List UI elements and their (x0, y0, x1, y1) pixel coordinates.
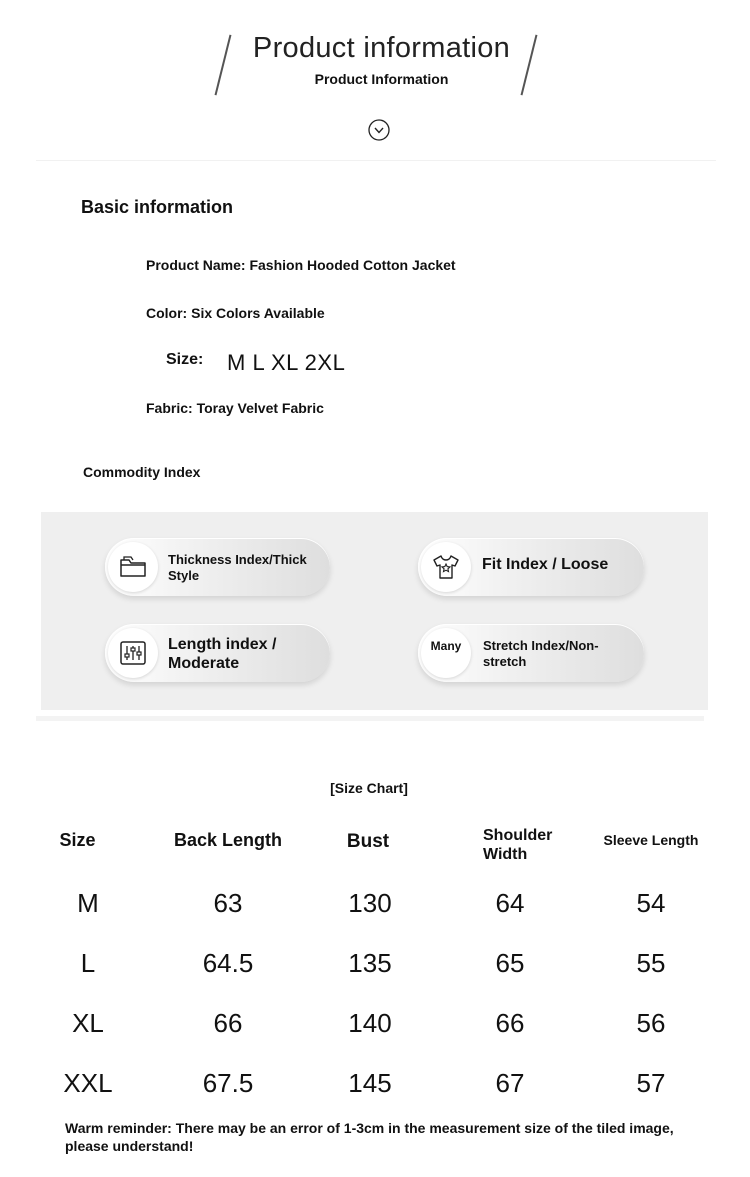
basic-info-title: Basic information (81, 197, 234, 217)
stretch-index-pill (418, 624, 644, 682)
folder-icon (108, 542, 158, 592)
size-value: M L XL 2XL (227, 350, 346, 375)
size-chart-header-shoulder-width: Shoulder Width (483, 827, 553, 864)
product-color: Color: Six Colors Available (146, 305, 325, 321)
size-chart-cell: 65 (495, 948, 525, 978)
size-chart-cell: M (77, 888, 99, 918)
size-label: Size: (166, 351, 204, 368)
size-chart-cell: 130 (348, 888, 392, 918)
stretch-index-label: Stretch Index/Non-stretch (483, 638, 599, 669)
commodity-index-title: Commodity Index (83, 464, 201, 480)
size-chart-title: [Size Chart] (330, 780, 408, 796)
page-subtitle: Product Information (314, 71, 449, 87)
page-title: Product information (252, 32, 511, 64)
size-chart-cell: 57 (636, 1068, 666, 1098)
size-chart-cell: 63 (213, 888, 243, 918)
stretch-badge (421, 628, 471, 678)
size-chart-cell: 54 (636, 888, 666, 918)
size-chart-cell: XL (72, 1008, 104, 1038)
length-index-pill (105, 624, 330, 682)
product-size-row (148, 346, 448, 380)
product-name: Product Name: Fashion Hooded Cotton Jacket (146, 257, 456, 273)
divider (36, 160, 716, 161)
size-chart-cell: 67 (495, 1068, 525, 1098)
length-index-label: Length index / Moderate (168, 636, 277, 673)
warm-reminder: Warm reminder: There may be an error of 1-3cm in the measurement size of the tiled image, please understand! (65, 1120, 674, 1155)
size-chart-cell: 64 (495, 888, 525, 918)
size-chart-cell: 140 (348, 1008, 392, 1038)
thickness-index-pill (105, 538, 330, 596)
thickness-index-label: Thickness Index/Thick Style (168, 552, 307, 583)
size-chart-header-size: Size (59, 830, 96, 850)
size-chart-cell: 145 (348, 1068, 392, 1098)
size-chart-cell: 135 (348, 948, 392, 978)
size-chart-cell: 56 (636, 1008, 666, 1038)
size-chart-cell: XXL (63, 1068, 113, 1098)
size-chart-cell: 67.5 (202, 1068, 254, 1098)
size-chart-cell: 66 (213, 1008, 243, 1038)
divider (36, 716, 704, 721)
size-chart-header-sleeve-length: Sleeve Length (603, 832, 699, 848)
size-chart-cell: 64.5 (202, 948, 254, 978)
fit-index-label: Fit Index / Loose (482, 556, 609, 573)
fit-index-pill (418, 538, 644, 596)
size-chart-cell: 55 (636, 948, 666, 978)
size-chart-header-back-length: Back Length (173, 830, 283, 850)
product-fabric: Fabric: Toray Velvet Fabric (146, 400, 324, 416)
sliders-icon (108, 628, 158, 678)
size-chart-header-bust: Bust (346, 831, 390, 852)
size-chart-cell: 66 (495, 1008, 525, 1038)
tshirt-icon (421, 542, 471, 592)
chevron-down-icon (368, 119, 390, 141)
size-chart-cell: L (80, 948, 96, 978)
stretch-badge-text: Many (430, 639, 462, 653)
